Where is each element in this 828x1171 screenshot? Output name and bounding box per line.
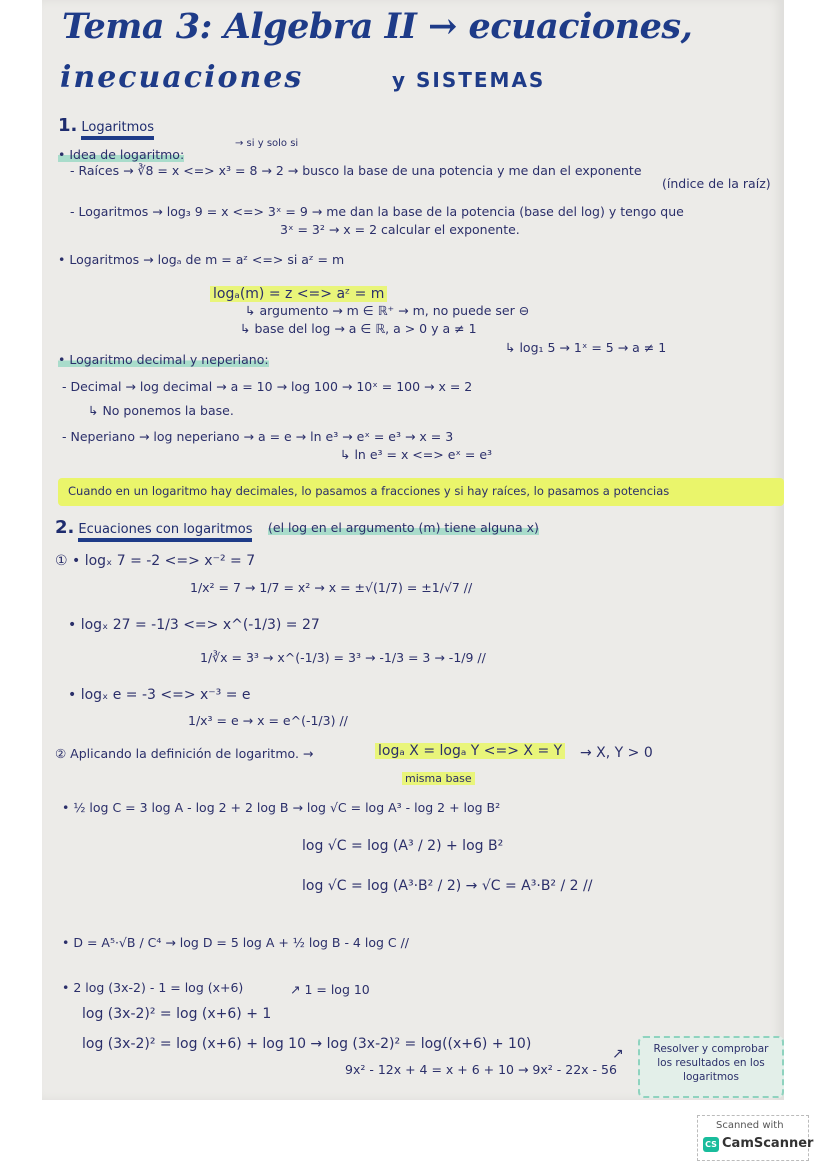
section-title: Logaritmos <box>81 120 154 140</box>
example-6-note: ↗ 1 = log 10 <box>290 982 370 997</box>
section-title: Ecuaciones con logaritmos <box>78 522 252 542</box>
section2-heading <box>55 517 252 538</box>
tip-text: Cuando en un logaritmo hay decimales, lo pasamos a fracciones y si hay raíces, lo pasamos a potencias <box>68 484 670 498</box>
neperiano-line2: ↳ ln e³ = x <=> eˣ = e³ <box>340 447 493 462</box>
arrow-icon: ↗ <box>612 1046 624 1062</box>
camscanner-badge <box>697 1115 814 1161</box>
dec-nep-heading: • Logaritmo decimal y neperiano: <box>58 352 269 367</box>
argumento-line: ↳ argumento → m ∈ ℝ⁺ → m, no puede ser ⊖ <box>245 303 530 318</box>
example-2: • logₓ 27 = -1/3 <=> x^(-1/3) = 27 <box>68 617 320 633</box>
example-4-step3: log √C = log (A³·B² / 2) → √C = A³·B² / 2 // <box>302 878 593 894</box>
example-6-step2: log (3x-2)² = log (x+6) + 1 <box>82 1006 272 1022</box>
example-6-step4: 9x² - 12x + 4 = x + 6 + 10 → 9x² - 22x - 56 <box>345 1062 617 1077</box>
camscanner-brand: CamScanner <box>722 1136 814 1151</box>
section-number: 1. <box>58 115 78 136</box>
log-formula: logₐ(m) = z <=> aᶻ = m <box>210 286 387 302</box>
example-3: • logₓ e = -3 <=> x⁻³ = e <box>68 687 251 703</box>
logaritmos-line: - Logaritmos → log₃ 9 = x <=> 3ˣ = 9 → me dan la base de la potencia (base del log) y tengo que <box>70 204 684 219</box>
raices-line: - Raíces → ∛8 = x <=> x³ = 8 → 2 → busco la base de una potencia y me dan el exponente <box>70 163 642 178</box>
example-1: ① • logₓ 7 = -2 <=> x⁻² = 7 <box>55 553 256 569</box>
example-2-solution: 1/∛x = 3³ → x^(-1/3) = 3³ → -1/3 = 3 → -1/9 // <box>200 650 486 665</box>
page-title-line2: inecuaciones <box>60 60 304 95</box>
definition-line: • Logaritmos → logₐ de m = aᶻ <=> si aᶻ = m <box>58 252 345 267</box>
page-title-line2b: y SISTEMAS <box>392 68 546 92</box>
example-6: • 2 log (3x-2) - 1 = log (x+6) <box>62 980 244 995</box>
example-1-solution: 1/x² = 7 → 1/7 = x² → x = ±√(1/7) = ±1/√7 // <box>190 580 473 595</box>
section1-heading <box>58 115 154 136</box>
iff-note: → si y solo si <box>235 138 299 149</box>
logaritmos-line2: 3ˣ = 3² → x = 2 calcular el exponente. <box>280 222 520 237</box>
camscanner-logo-icon: CS <box>703 1137 719 1152</box>
neperiano-line: - Neperiano → log neperiano → a = e → ln e³ → eˣ = e³ → x = 3 <box>62 429 454 444</box>
example-6-step3: log (3x-2)² = log (x+6) + log 10 → log (3x-2)² = log((x+6) + 10) <box>82 1036 532 1052</box>
base-line: ↳ base del log → a ∈ ℝ, a > 0 y a ≠ 1 <box>240 321 477 336</box>
base-example: ↳ log₁ 5 → 1ˣ = 5 → a ≠ 1 <box>505 340 667 355</box>
section-number: 2. <box>55 517 75 538</box>
misma-base-note: misma base <box>402 772 475 785</box>
reminder-box <box>638 1036 784 1098</box>
example-4: • ½ log C = 3 log A - log 2 + 2 log B → log √C = log A³ - log 2 + log B² <box>62 800 501 815</box>
reminder-text: Resolver y comprobar los resultados en los logaritmos <box>653 1043 769 1083</box>
definition-condition: → X, Y > 0 <box>580 745 653 761</box>
raices-note: (índice de la raíz) <box>662 176 771 191</box>
example-4-step2: log √C = log (A³ / 2) + log B² <box>302 838 504 854</box>
decimal-line: - Decimal → log decimal → a = 10 → log 100 → 10ˣ = 100 → x = 2 <box>62 379 473 394</box>
definition-label: ② Aplicando la definición de logaritmo. → <box>55 746 314 761</box>
definition-formula: logₐ X = logₐ Y <=> X = Y <box>375 743 565 759</box>
scanned-with-label: Scanned with <box>716 1120 784 1131</box>
example-3-solution: 1/x³ = e → x = e^(-1/3) // <box>188 713 348 728</box>
example-5: • D = A⁵·√B / C⁴ → log D = 5 log A + ½ log B - 4 log C // <box>62 935 410 950</box>
section2-subtitle: (el log en el argumento (m) tiene alguna x) <box>268 520 539 535</box>
idea-heading: • Idea de logaritmo: <box>58 147 185 162</box>
decimal-note: ↳ No ponemos la base. <box>88 403 234 418</box>
page-title: Tema 3: Algebra II → ecuaciones, <box>62 6 693 47</box>
